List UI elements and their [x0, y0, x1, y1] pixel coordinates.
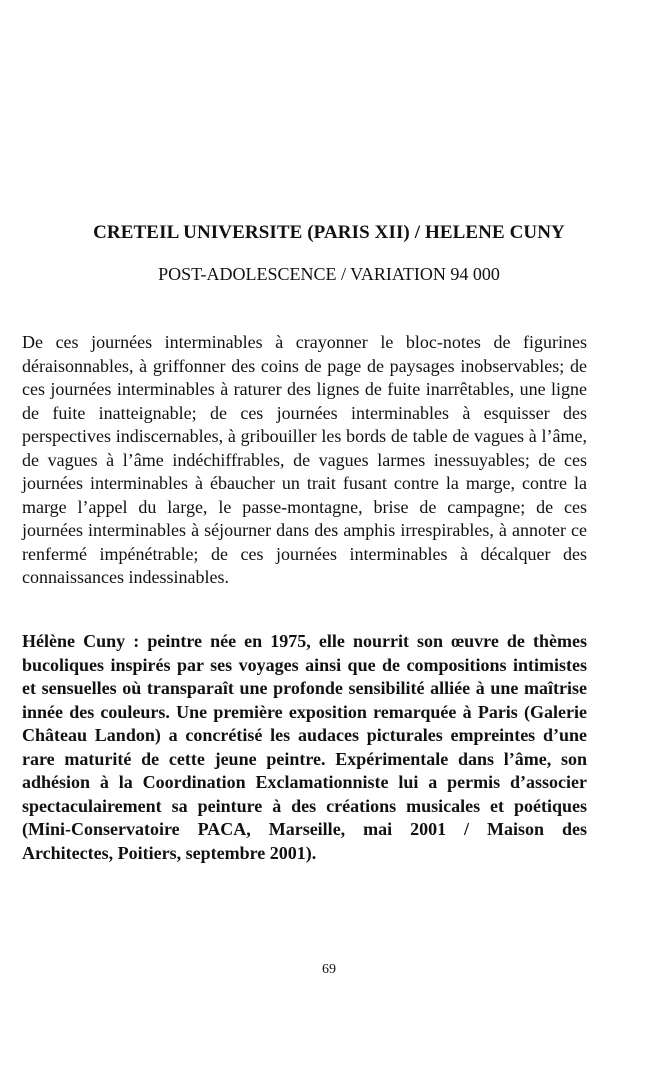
poem-paragraph: De ces journées interminables à crayonner le bloc-notes de figurines déraisonnables, à griffonner des coins de page de paysages inobservables; de ces journées interminables à raturer des lignes de fuite inarrêtables, une ligne de fuite inatteignable; de ces journées interminables à esquisser des perspectives indiscernables, à gribouiller les bords de table de vagues à l’âme, de vagues à l’âme indéchiffrables, de vagues larmes inessuyables; de ces journées interminables à ébaucher un trait fusant contre la marge, contre la marge l’appel du large, le passe-montagne, brise de campagne; de ces journées interminables à séjourner dans des amphis irrespirables, à annoter ce renfermé impénétrable; de ces journées interminables à décalquer des connaissances indessinables.	[22, 332, 587, 587]
page-title: CRETEIL UNIVERSITE (PARIS XII) / HELENE CUNY	[93, 222, 565, 243]
page-number: 69	[322, 962, 336, 977]
biography-text: peintre née en 1975, elle nourrit son œuvre de thèmes bucoliques inspirés par ses voyages ainsi que de compositions intimistes et sensuelles où transparaît une profonde sensibilité alliée à une maîtrise innée des couleurs. Une première exposition remarquée à Paris (Galerie Château Landon) a concrétisé les audaces picturales empreintes d’une rare maturité de cette jeune peintre. Expérimentale dans l’âme, son adhésion à la Coordination Exclamationniste lui a permis d’associer spectaculairement sa peinture à des créations musicales et poétiques (Mini-Conservatoire PACA, Marseille, mai 2001 / Maison des Architectes, Poitiers, septembre 2001).	[22, 631, 588, 863]
biography-name: Hélène Cuny :	[22, 631, 140, 651]
page-subtitle: POST-ADOLESCENCE / VARIATION 94 000	[158, 264, 500, 284]
biography-paragraph	[22, 630, 587, 865]
